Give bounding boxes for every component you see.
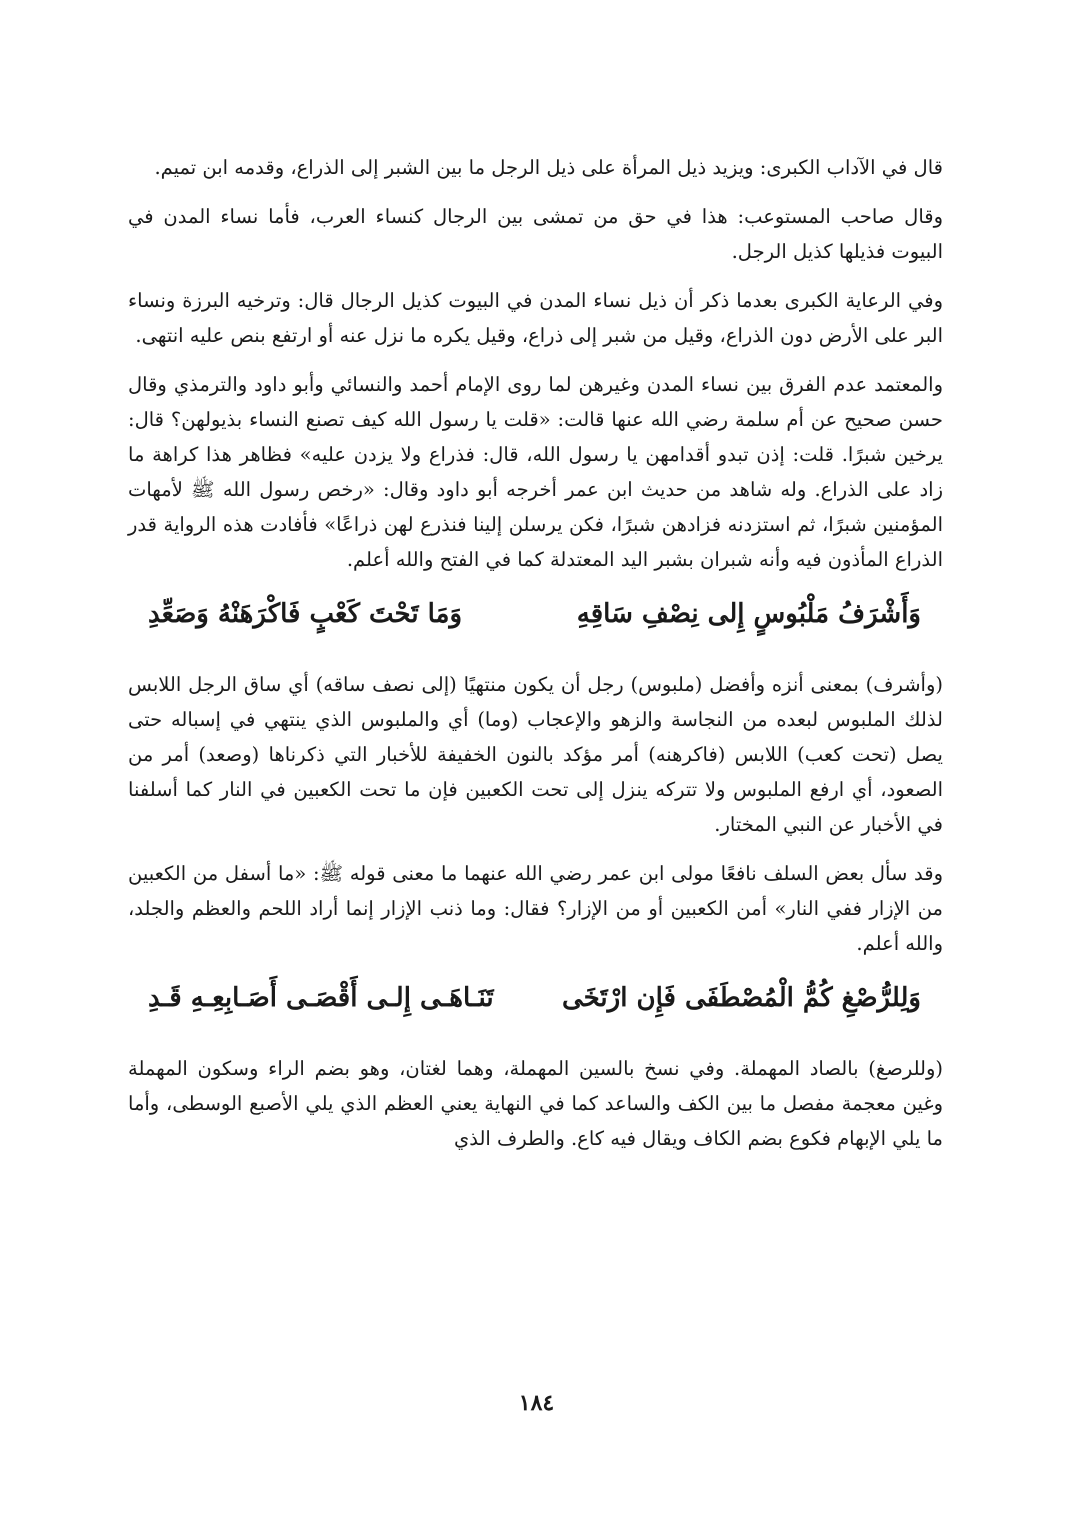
poem-verse-2 [128,975,943,1021]
page-content [128,150,943,1170]
poem-verse-1 [128,591,943,637]
paragraph-mutamad: والمعتمد عدم الفرق بين نساء المدن وغيرهن لما روى الإمام أحمد والنسائي وأبو داود والترمذي وقال حسن صحيح عن أم سلمة رضي الله عنها قالت: «قلت يا رسول الله كيف تصنع النساء بذيولهن؟ قال: يرخين شبرًا. قلت: إذن تبدو أقدامهن يا رسول الله، قال: فذراع ولا يزدن عليه» فظاهر هذا كراهة ما زاد على الذراع. وله شاهد من حديث ابن عمر أخرجه أبو داود وقال: «رخص رسول الله ﷺ لأمهات المؤمنين شبرًا، ثم استزدنه فزادهن شبرًا، فكن يرسلن إلينا فنذرع لهن ذراعًا» فأفادت هذه الرواية قدر الذراع المأذون فيه وأنه شبران بشبر اليد المعتدلة كما في الفتح والله أعلم. [128,373,943,571]
verse-1-second-hemistich: وَمَا تَحْتَ كَعْبٍ فَاكْرَهَنْهُ وَصَعِّدِ [148,599,463,629]
verse-1-first-hemistich: وَأَشْرَفُ مَلْبُوسٍ إِلى نِصْفِ سَاقِهِ [576,599,921,629]
verse-2-second-hemistich: تَنَـاهَـى إِلـى أَقْصَـى أَصَـابِعِـهِ قَـدِ [148,983,494,1013]
page-number: ١٨٤ [518,1390,555,1416]
paragraph-adab-kubra: قال في الآداب الكبرى: ويزيد ذيل المرأة على ذيل الرجل ما بين الشبر إلى الذراع، وقدمه ابن تميم. [154,156,943,179]
paragraph-rusgh-commentary: (وللرصغ) بالصاد المهملة. وفي نسخ بالسين المهملة، وهما لغتان، وهو بضم الراء وسكون المهملة وغين معجمة مفصل ما بين الكف والساعد كما في النهاية يعني العظم الذي يلي الأصبع الوسطى، وأما ما يلي الإبهام فكوع بضم الكاف ويقال فيه كاع. والطرف الذي [128,1057,943,1150]
paragraph-nafi-question: وقد سأل بعض السلف نافعًا مولى ابن عمر رضي الله عنهما ما معنى قوله ﷺ: «ما أسفل من الكعبين من الإزار ففي النار» أمن الكعبين أو من الإزار؟ فقال: وما ذنب الإزار إنما أراد اللحم والعظم والجلد، والله أعلم. [128,862,943,955]
paragraph-riaya-kubra: وفي الرعاية الكبرى بعدما ذكر أن ذيل نساء المدن في البيوت كذيل الرجال قال: وترخيه البرزة ونساء البر على الأرض دون الذراع، وقيل من شبر إلى ذراع، وقيل يكره ما نزل عنه أو ارتفع بنص عليه انتهى. [128,289,943,347]
verse-2-first-hemistich: وَلِلرُّصْغِ كُمُّ الْمُصْطَفَى فَإِن ارْتَخَى [561,983,921,1013]
paragraph-mustawib: وقال صاحب المستوعب: هذا في حق من تمشى بين الرجال كنساء العرب، فأما نساء المدن في البيوت فذيلها كذيل الرجل. [128,205,943,263]
paragraph-verse-1-commentary: (وأشرف) بمعنى أنزه وأفضل (ملبوس) رجل أن يكون منتهيًا (إلى نصف ساقه) أي ساق الرجل اللابس لذلك الملبوس لبعده من النجاسة والزهو والإعجاب (وما) أي والملبوس الذي ينتهي في إسباله حتى يصل (تحت كعب) اللابس (فاكرهنه) أمر مؤكد بالنون الخفيفة للأخبار التي ذكرناها (وصعد) أمر من الصعود، أي ارفع الملبوس ولا تتركه ينزل إلى تحت الكعبين فإن ما تحت الكعبين في النار كما أسلفنا في الأخبار عن النبي المختار. [128,673,943,836]
